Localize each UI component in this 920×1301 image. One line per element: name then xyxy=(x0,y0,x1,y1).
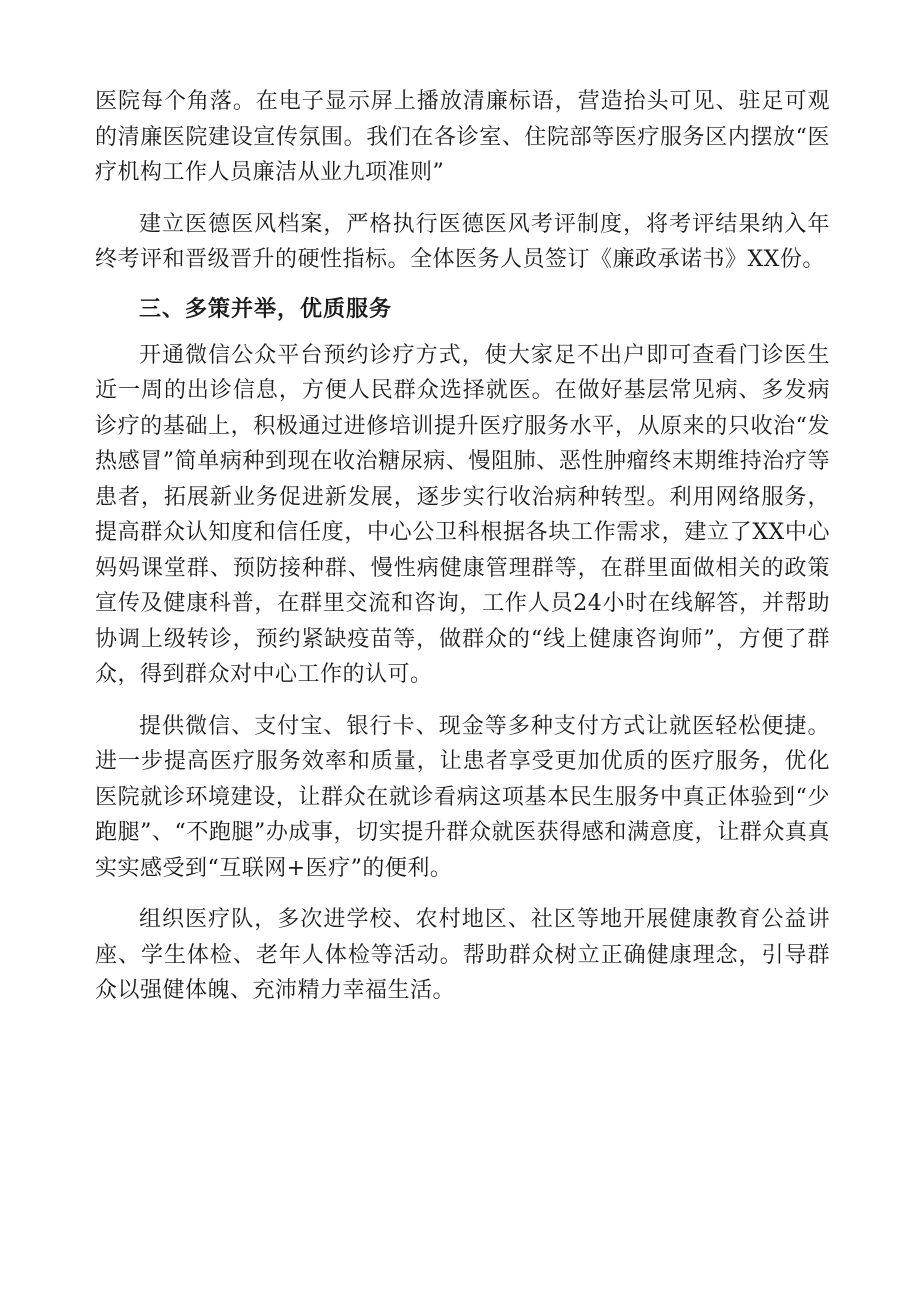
paragraph-payment-methods: 提供微信、支付宝、银行卡、现金等多种支付方式让就医轻松便捷。进一步提高医疗服务效率和质量，让患者享受更加优质的医疗服务，优化医院就诊环境建设，让群众在就诊看病这项基本民生服务中真正体验到“少跑腿”、“不跑腿”办成事，切实提升群众就医获得感和满意度，让群众真真实实感受到“互联网+医疗”的便利。 xyxy=(95,713,830,881)
paragraph-wechat-appointment: 开通微信公众平台预约诊疗方式，使大家足不出户即可查看门诊医生近一周的出诊信息，方便人民群众选择就医。在做好基层常见病、多发病诊疗的基础上，积极通过进修培训提升医疗服务水平，从原来的只收治“发热感冒”简单病种到现在收治糖尿病、慢阻肺、恶性肿瘤终末期维持治疗等患者，拓展新业务促进新发展，逐步实行收治病种转型。利用网络服务，提高群众认知度和信任度，中心公卫科根据各块工作需求，建立了XX中心妈妈课堂群、预防接种群、慢性病健康管理群等，在群里面做相关的政策宣传及健康科普，在群里交流和咨询，工作人员24小时在线解答，并帮助协调上级转诊，预约紧缺疫苗等，做群众的“线上健康咨询师”，方便了群众，得到群众对中心工作的认可。 xyxy=(95,342,830,687)
paragraph-medical-team: 组织医疗队，多次进学校、农村地区、社区等地开展健康教育公益讲座、学生体检、老年人体检等活动。帮助群众树立正确健康理念，引导群众以强健体魄、充沛精力幸福生活。 xyxy=(95,907,830,1003)
paragraph-medical-ethics-archive: 建立医德医风档案，严格执行医德医风考评制度，将考评结果纳入年终考评和晋级晋升的硬性指标。全体医务人员签订《廉政承诺书》XX份。 xyxy=(95,211,830,272)
document-body xyxy=(95,84,830,1009)
paragraph-continued: 医院每个角落。在电子显示屏上播放清廉标语，营造抬头可见、驻足可观的清廉医院建设宣传氛围。我们在各诊室、住院部等医疗服务区内摆放“医疗机构工作人员廉洁从业九项准则” xyxy=(95,89,830,185)
section-heading: 三、多策并举，优质服务 xyxy=(139,296,393,322)
